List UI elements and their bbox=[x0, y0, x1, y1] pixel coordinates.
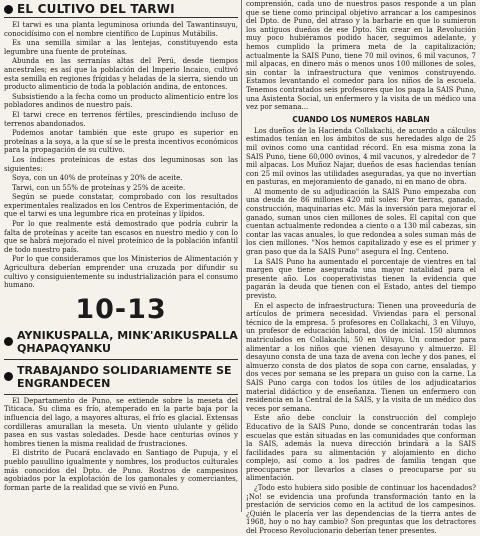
paragraph: Subsistiendo a la fecha como un producto alimenticio entre los pobladores andinos de nuestro país. bbox=[4, 92, 238, 110]
page-section-number: 10-13 bbox=[75, 293, 167, 325]
paragraph: Soya, con un 40% de proteínas y 20% de aceite. bbox=[12, 174, 183, 183]
paragraph: ¿Todo esto hubiera sido posible de continuar los hacendados? ¡No! se evidencia una profunda transformación tanto en la prestación de servicios como en la actitud de los campesinos. ¿Quién le placería ver las dependencias de la tierra antes de 1968, hoy o no hay cambio? Son preguntas que los detractores del Proceso Revolucionario deberían tener presentes. bbox=[246, 484, 476, 536]
article-header bbox=[4, 2, 238, 16]
section-rule bbox=[4, 394, 238, 395]
paragraph: El tarwi es una planta leguminosa oriunda del Tawantinsuyu, conocidísimo con el nombre científico de Lupinus Mutábilis. bbox=[4, 21, 238, 38]
section-headline-quechua: AYNIKUSPALLA, MINK'ARIKUSPALLA QHAPAQYANKU bbox=[17, 328, 238, 355]
paragraph: Abunda en las serranías altas del Perú, desde tiempos ancestrales; es así que la población del Imperio Incaico, cultivó esta semilla en regiones frígidas y heladas de la sierra, siendo un producto alimenticio de toda la población andina, de entonces. bbox=[4, 57, 238, 92]
bullet-icon bbox=[4, 5, 13, 14]
column-divider bbox=[241, 0, 242, 512]
paragraph: Tarwi, con un 55% de proteínas y 25% de aceite. bbox=[12, 183, 186, 192]
paragraph: Este año debe concluir la construcción del complejo Educativo de la SAIS Puno, donde se concentrarán todas las escuelas que están situadas en las comunidades que conforman la SAIS, además la nueva dirección brindará a la SAIS facilidades para su alimentación y alojamiento en dicho complejo, así como a los padres de familia tengan que preocuparse por llevarlos a clases o preocuparse por su alimentación. bbox=[246, 414, 476, 483]
paragraph: La SAIS Puno ha aumentado el porcentaje de vientres en tal margen que tiene asegurada una mayor natalidad para el presente año. Los cooperativistas tienen la evidencia que pagarán la deuda que tienen con el Estado, antes del tiempo previsto. bbox=[246, 257, 476, 300]
article-headline: EL CULTIVO DEL TARWI bbox=[17, 2, 175, 16]
paragraph: Es una semilla similar a las lentejas, constituyendo esta legumbre una fuente de proteínas. bbox=[4, 39, 238, 56]
paragraph: Al momento de su adjudicación la SAIS Puno empezaba con una deuda de 86 millones 420 mil soles: Por tierras, ganado, construcción, maquinarias etc. Más la inversión para mejorar el ganado, suman unos cien millones de soles. El capital con que cuentan actualmente redondea a ciento o a 130 mil cabezas, sin contar las vacas anuales, lo que redondea a soles suman más de los cien millones. "Nos hemos capitalizado y ese es el primer y gran paso que da la SAIS Puno" asegura el Ing. Centeno. bbox=[246, 187, 476, 257]
bullet-icon bbox=[4, 372, 13, 381]
section-header-2 bbox=[4, 362, 238, 392]
section-rule bbox=[4, 359, 238, 360]
paragraph: Por lo que realmente está demostrado que podría cubrir la falta de proteínas y aceite tan escasos en nuestro medio y con lo que se habrá mejorado el nivel proteínico de la población infantil de todo nuestro país. bbox=[4, 220, 238, 254]
paragraph: comprensión, cada uno de nuestros pasos responde a un plan que se tiene como principal objetivo arrancar a los campesinos del Dpto. de Puno, del atraso y la barbarie en que lo sumieron los antiguos dueños de ese Dpto. Sin crear en la Revolución muy poco hubiéramos podido hacer, seguimos adelante, y hemos cumplido la primera meta de la capitalización; actualmente la SAIS Puno, tiene 70 mil ovinos, 6 mil vacunos, 7 mil alpacas, en dinero más o menos unos 100 millones de soles, sin contar la infraestructura que venimos construyendo. Estamos levantando el comedor para los niños de la escuela. Tenemos contratados seis profesores que los paga la SAIS Puno, una Asistenta Social, un enfermero y la visita de un médico una vez por semana... bbox=[246, 0, 476, 112]
paragraph: Los índices proteínicos de estas dos leguminosas son las siguientes: bbox=[4, 155, 238, 173]
left-column bbox=[4, 0, 238, 512]
paragraph: En el aspecto de infraestructura: Tienen una proveeduría de artículos de primera necesidad. Viviendas para el personal técnico de la empresa. 5 profesores en Collakachi, 3 en Viluyo, un profesor de educación laboral, dos de inicial. 150 alumnos matriculados en Collakachi, 50 en Viluyo. Un comedor para alimentar a los niños que vienen desayuno y almuerzo. El desayuno consta de una taza de avena con leche y dos panes, el almuerzo consta de dos platos de sopa con carne, ensaladas, y dos veces por semana se les prepara un guiso con la carne. La SAIS Puno carga con todos los útiles de los adjudicatarios material didáctico y de enseñanza. Tienen un enfermero con residencia en la Central de la SAIS, y la visita de un médico dos veces por semana. bbox=[246, 301, 476, 413]
headline-rule bbox=[4, 17, 238, 18]
paragraph: Los dueños de la Hacienda Collakachi, de acuerdo a cálculos estimados tenían en los ámbitos de sus heredades algo de 25 mil ovinos como una cantidad récord. En esa misma zona la SAIS Puno, tiene 60,000 ovinos, 4 mil vacunos, y alrededor de 7 mil alpacas. Los Muñoz Najar, dueños de esas haciendas tenían con 25 mil ovinos las utilidades aseguradas, ya que no invertían en pasturas, en mejoramiento de ganado, ni en mano de obra. bbox=[246, 126, 476, 187]
section-header-1 bbox=[4, 327, 238, 357]
bullet-icon bbox=[4, 337, 13, 346]
subsection-title: CUANDO LOS NUMEROS HABLAN bbox=[292, 114, 430, 124]
paragraph: Por lo que consideramos que los Ministerios de Alimentación y Agricultura deberían emprender una cruzada por difundir su cultivo y consiguientemente su industrialización para el consumo humano. bbox=[4, 255, 238, 290]
paragraph: El Departamento de Puno, se extiende sobre la meseta del Titicaca. Su clima es frío, atemperado en la parte baja por la influencia del lago, a mayores alturas, el frío es glacial. Extensas cordilleras amurallan la meseta. Un viento ululante y gélido pasea en sus vastas soledades. Desde hace centurias ovinos y hombres tienen la misma realidad de frustraciones. bbox=[4, 396, 238, 448]
paragraph: Podemos anotar también que este grupo es superior en proteínas a la soya, a la que sí se le presta incentivos económicos para la propagación de su cultivo. bbox=[4, 129, 238, 155]
section-headline-spanish: TRABAJANDO SOLIDARIAMENTE SE ENGRANDECEN bbox=[17, 363, 232, 390]
paragraph: El distrito de Pucará enclavado en Santiago de Pupuja, y el pueblo pauullino igualmente y nombres, los productos culturales más conocidos del Dpto. de Puno. Rostros de campesinos agobiados por la explotación de los gamonales y comerciantes, forman parte de la realidad que se vivió en Puno. bbox=[4, 449, 238, 492]
paragraph: Según se puede constatar, comprobado con los resultados experimentales realizados en los Centros de Experimentación, de que el tarwi es una legumbre rica en proteínas y lípidos. bbox=[4, 193, 238, 219]
right-column bbox=[246, 0, 476, 536]
paragraph: El tarwi crece en terrenos fértiles, prescindiendo incluso de terrenos abandonados. bbox=[4, 110, 238, 128]
